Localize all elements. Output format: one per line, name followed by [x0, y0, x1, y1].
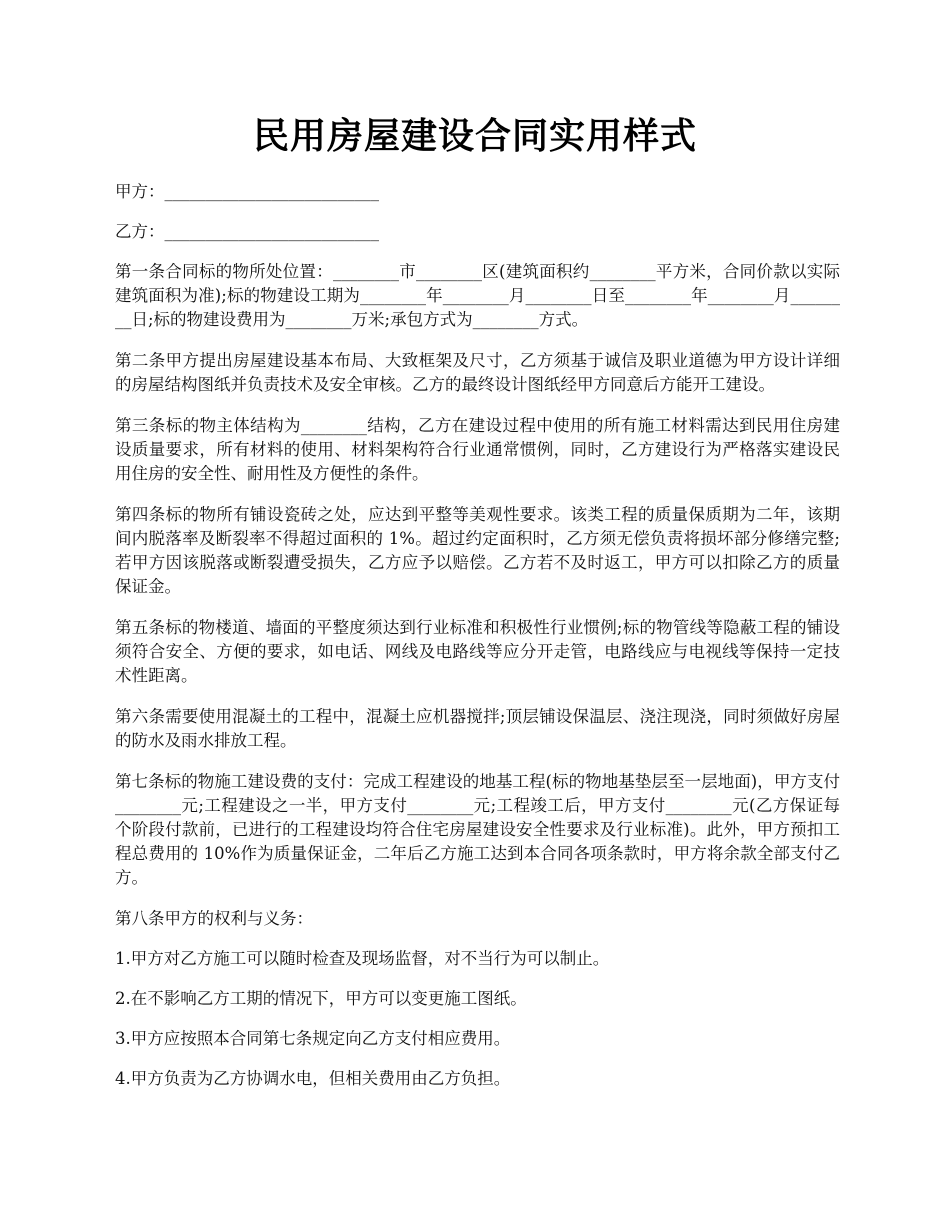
- clause-4: 第四条标的物所有铺设瓷砖之处，应达到平整等美观性要求。该类工程的质量保质期为二年，该期间内脱落率及断裂率不得超过面积的 1%。超过约定面积时，乙方须无偿负责将损坏部分修缮完整;若甲方因该脱落或断裂遭受损失，乙方应予以赔偿。乙方若不及时返工，甲方可以扣除乙方的质量保证金。: [115, 505, 840, 596]
- clause-1: 第一条合同标的物所处位置：________市________区(建筑面积约________平方米，合同价款以实际建筑面积为准);标的物建设工期为________年________月________日至________年________月________日;标的物建设费用为________万米;承包方式为________方式。: [115, 262, 840, 329]
- party-b-line: 乙方：__________________________: [115, 222, 379, 241]
- clause-2: 第二条甲方提出房屋建设基本布局、大致框架及尺寸，乙方须基于诚信及职业道德为甲方设计详细的房屋结构图纸并负责技术及安全审核。乙方的最终设计图纸经甲方同意后方能开工建设。: [115, 351, 840, 394]
- clause-5: 第五条标的物楼道、墙面的平整度须达到行业标准和积极性行业惯例;标的物管线等隐蔽工程的铺设须符合安全、方便的要求，如电话、网线及电路线等应分开走管，电路线应与电视线等保持一定技术性距离。: [115, 618, 840, 685]
- clause-8-heading: 第八条甲方的权利与义务：: [115, 909, 313, 928]
- clause-8-item-3: 3.甲方应按照本合同第七条规定向乙方支付相应费用。: [115, 1029, 511, 1048]
- clause-8-item-4: 4.甲方负责为乙方协调水电，但相关费用由乙方负担。: [115, 1069, 511, 1088]
- party-a-line: 甲方：__________________________: [115, 182, 379, 201]
- document-title: 民用房屋建设合同实用样式: [252, 115, 697, 157]
- clause-6: 第六条需要使用混凝土的工程中，混凝土应机器搅拌;顶层铺设保温层、浇注现浇，同时须做好房屋的防水及雨水排放工程。: [115, 707, 840, 750]
- clause-8-item-2: 2.在不影响乙方工期的情况下，甲方可以变更施工图纸。: [115, 989, 527, 1008]
- document-body: [115, 180, 840, 1107]
- clause-7: 第七条标的物施工建设费的支付：完成工程建设的地基工程(标的物地基垫层至一层地面)，甲方支付________元;工程建设之一半，甲方支付________元;工程竣工后，甲方支付________元(乙方保证每个阶段付款前，已进行的工程建设均符合住宅房屋建设安全性要求及行业标准)。此外，甲方预扣工程总费用的 10%作为质量保证金，二年后乙方施工达到本合同各项条款时，甲方将余款全部支付乙方。: [115, 772, 840, 887]
- clause-3: 第三条标的物主体结构为________结构，乙方在建设过程中使用的所有施工材料需达到民用住房建设质量要求，所有材料的使用、材料架构符合行业通常惯例，同时，乙方建设行为严格落实建设民用住房的安全性、耐用性及方便性的条件。: [115, 416, 840, 483]
- clause-8-item-1: 1.甲方对乙方施工可以随时检查及现场监督，对不当行为可以制止。: [115, 949, 610, 968]
